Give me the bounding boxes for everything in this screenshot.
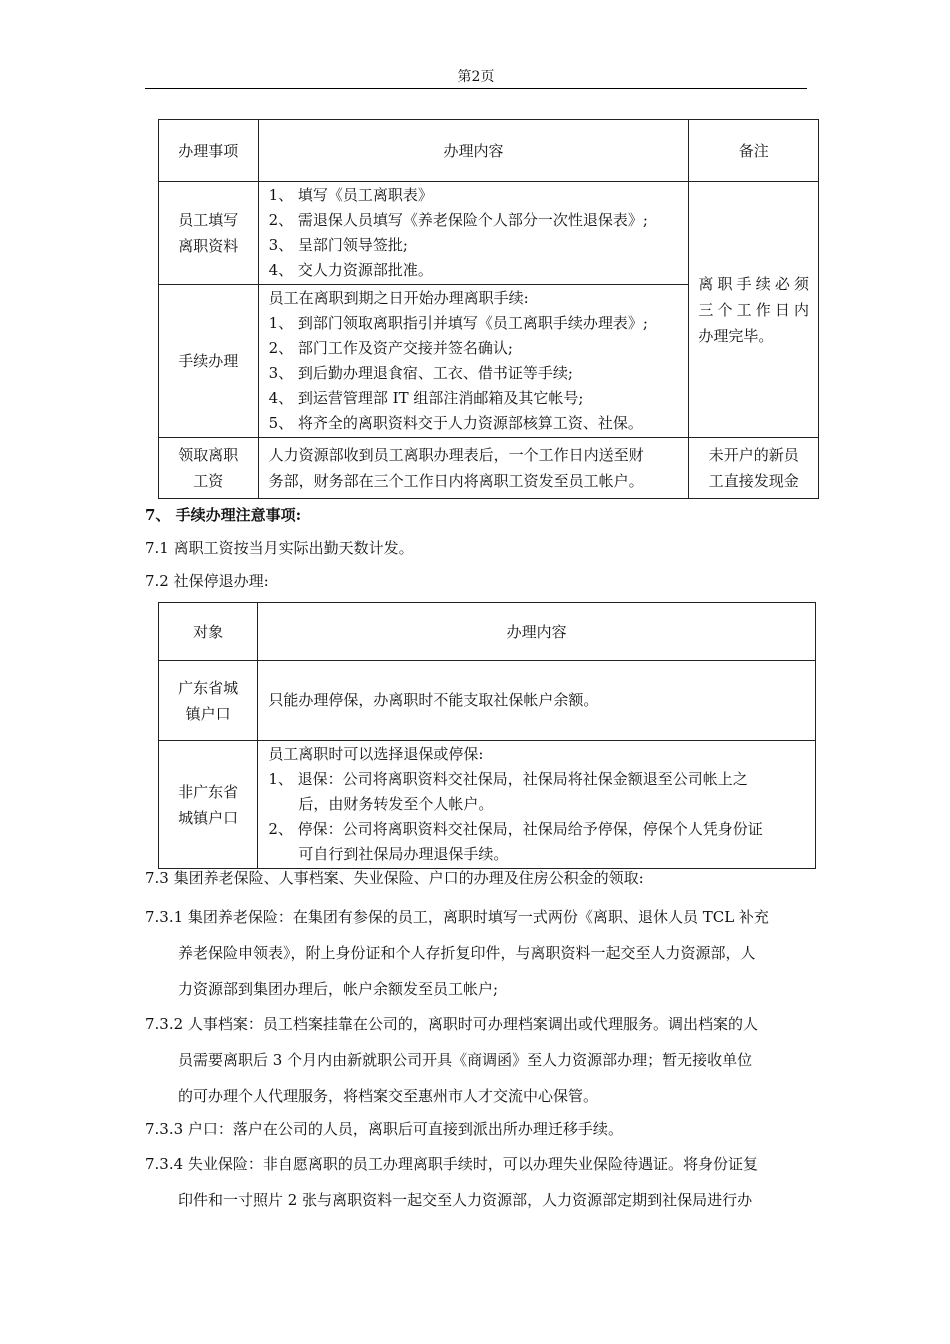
page-header bbox=[145, 66, 807, 89]
paragraph-7-1: 7.1 离职工资按当月实际出勤天数计发。 bbox=[145, 539, 414, 557]
row-content: 员工在离职到期之日开始办理离职手续: 1、 到部门领取离职指引并填写《员工离职手续办理表》; 2、 部门工作及资产交接并签名确认; 3、 到后勤办理退食宿、工衣、借书证等手续; 4、 到运营管理部 IT 组部注消邮箱及其它帐号; 5、 将齐全的离职资料交于人力资源部核算工资、社保。 bbox=[258, 285, 689, 438]
table-row bbox=[159, 661, 816, 741]
table-header-row bbox=[159, 603, 816, 661]
header-item: 办理事项 bbox=[159, 120, 259, 182]
paragraph-7-3-1: 7.3.1 集团养老保险：在集团有参保的员工，离职时填写一式两份《离职、退休人员 TCL 补充 养老保险申领表》，附上身份证和个人存折复印件，与离职资料一起交至人力资源部，人 力资源部到集团办理后，帐户余额发至员工帐户; bbox=[145, 908, 769, 998]
table-row bbox=[159, 438, 819, 499]
header-note: 备注 bbox=[689, 120, 819, 182]
table-row bbox=[159, 182, 819, 285]
row-item: 广东省城 镇户口 bbox=[159, 661, 258, 741]
paragraph-7-2: 7.2 社保停退办理: bbox=[145, 572, 269, 590]
row-content: 只能办理停保，办离职时不能支取社保帐户余额。 bbox=[258, 661, 816, 741]
paragraph-7-3: 7.3 集团养老保险、人事档案、失业保险、户口的办理及住房公积金的领取: bbox=[145, 869, 644, 887]
section-7-title: 7、 手续办理注意事项: bbox=[145, 506, 302, 524]
row-content: 人力资源部收到员工离职办理表后，一个工作日内送至财 务部，财务部在三个工作日内将离职工资发至员工帐户。 bbox=[258, 438, 689, 499]
row-note: 未开户的新员 工直接发现金 bbox=[689, 438, 819, 499]
row-content: 员工离职时可以选择退保或停保: 1、 退保：公司将离职资料交社保局，社保局将社保金额退至公司帐上之 后，由财务转发至个人帐户。 2、 停保：公司将离职资料交社保局，社保局给予停保，停保个人凭身份证 可自行到社保局办理退保手续。 bbox=[258, 741, 816, 869]
table-header-row bbox=[159, 120, 819, 182]
paragraph-7-3-3: 7.3.3 户口：落户在公司的人员，离职后可直接到派出所办理迁移手续。 bbox=[145, 1120, 623, 1138]
table-row bbox=[159, 741, 816, 869]
paragraph-7-3-4: 7.3.4 失业保险：非自愿离职的员工办理离职手续时，可以办理失业保险待遇证。将身份证复 印件和一寸照片 2 张与离职资料一起交至人力资源部，人力资源部定期到社保局进行办 bbox=[145, 1155, 758, 1209]
page-number: 第2页 bbox=[457, 69, 495, 85]
header-content: 办理内容 bbox=[258, 603, 816, 661]
row-item: 员工填写 离职资料 bbox=[159, 182, 259, 285]
header-target: 对象 bbox=[159, 603, 258, 661]
row-item: 领取离职 工资 bbox=[159, 438, 259, 499]
header-content: 办理内容 bbox=[258, 120, 689, 182]
social-insurance-table bbox=[158, 602, 816, 869]
row-content: 1、 填写《员工离职表》 2、 需退保人员填写《养老保险个人部分一次性退保表》; 3、 呈部门领导签批; 4、 交人力资源部批准。 bbox=[258, 182, 689, 285]
merged-note: 离职手续必须 三个工作日内 办理完毕。 bbox=[689, 182, 819, 438]
resignation-procedure-table bbox=[158, 119, 819, 499]
paragraph-7-3-2: 7.3.2 人事档案：员工档案挂靠在公司的，离职时可办理档案调出或代理服务。调出档案的人 员需要离职后 3 个月内由新就职公司开具《商调函》至人力资源部办理；暂无接收单位 的可办理个人代理服务，将档案交至惠州市人才交流中心保管。 bbox=[145, 1015, 758, 1105]
row-item: 手续办理 bbox=[159, 285, 259, 438]
row-item: 非广东省 城镇户口 bbox=[159, 741, 258, 869]
